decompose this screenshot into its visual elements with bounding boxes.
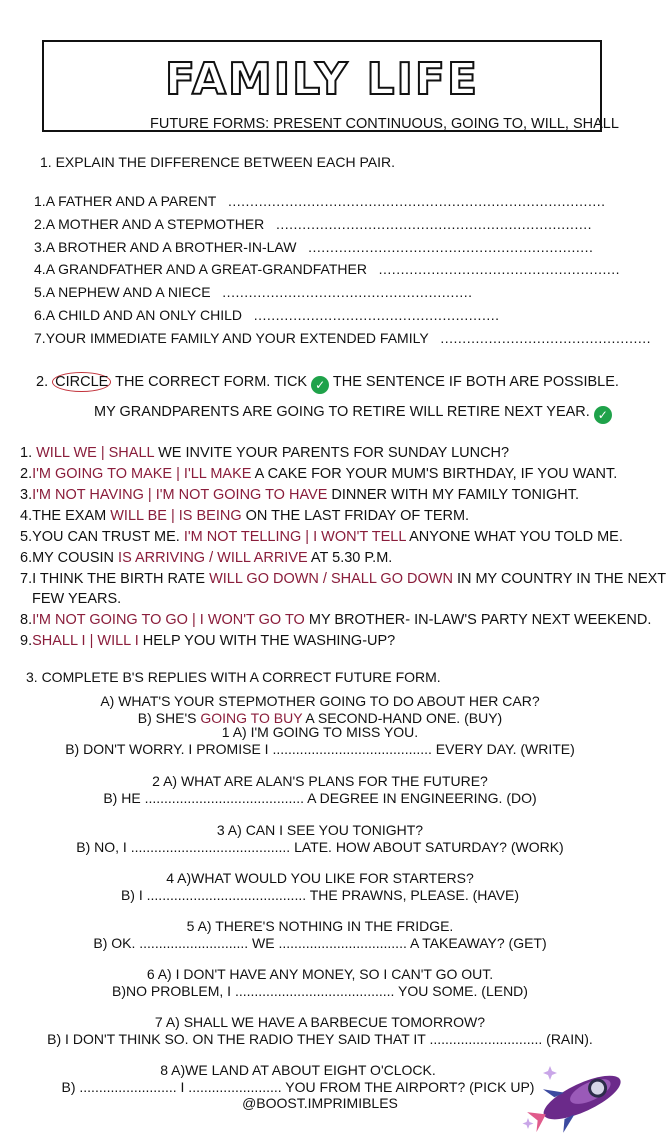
list-item — [34, 329, 651, 347]
question-a: 4 A)WHAT WOULD YOU LIKE FOR STARTERS? — [166, 870, 474, 886]
item-text: A NEPHEW AND A NIECE — [45, 284, 211, 301]
dialogue-item — [0, 773, 640, 807]
exercise-sentence — [20, 549, 392, 567]
list-item — [34, 238, 593, 256]
section2-number: 2. — [36, 374, 49, 390]
reply-b: B) DON'T WORRY. I PROMISE I ......................................... EVERY DAY. (WRITE) — [65, 741, 575, 757]
section1-heading: 1. EXPLAIN THE DIFFERENCE BETWEEN EACH PAIR. — [40, 154, 395, 170]
rocket-icon — [520, 1048, 640, 1138]
sentence-end: IN MY COUNTRY IN THE NEXT — [452, 571, 666, 587]
dialogue-item — [0, 822, 640, 856]
sentence-end: WE INVITE YOUR PARENTS FOR SUNDAY LUNCH? — [154, 445, 510, 461]
section2-example — [94, 403, 612, 424]
item-number: 7. — [20, 571, 33, 587]
example-sentence: MY GRANDPARENTS ARE GOING TO RETIRE WILL RETIRE NEXT YEAR. — [94, 404, 590, 420]
question-a: 1 A) I'M GOING TO MISS YOU. — [221, 724, 419, 740]
exercise-sentence — [20, 528, 623, 546]
item-number: 5. — [20, 529, 33, 545]
item-number: 4. — [20, 508, 33, 524]
item-text: A GRANDFATHER AND A GREAT-GRANDFATHER — [45, 261, 367, 278]
exercise-sentence — [32, 590, 121, 608]
exercise-sentence — [20, 570, 666, 588]
section3-heading: 3. COMPLETE B'S REPLIES WITH A CORRECT FUTURE FORM. — [26, 669, 441, 685]
check-icon: ✓ — [311, 376, 329, 394]
dialogue-item — [0, 724, 640, 758]
item-number: 3. — [20, 487, 33, 503]
answer-options: SHALL I | WILL I — [32, 633, 139, 649]
exercise-sentence — [20, 486, 579, 504]
question-a: 3 A) CAN I SEE YOU TONIGHT? — [216, 822, 424, 838]
reply-b: B) I ......................................... THE PRAWNS, PLEASE. (HAVE) — [120, 887, 520, 903]
item-number: 5. — [34, 284, 46, 301]
section2-heading — [36, 372, 619, 394]
item-number: 1. — [20, 445, 33, 461]
item-text: YOUR IMMEDIATE FAMILY AND YOUR EXTENDED FAMILY — [45, 329, 429, 346]
answer-options: I'M NOT HAVING | I'M NOT GOING TO HAVE — [32, 487, 328, 503]
dialogue-item — [0, 1014, 640, 1048]
list-item — [34, 283, 473, 301]
item-number: 8. — [20, 612, 33, 628]
reply-b: B) NO, I ......................................... LATE. HOW ABOUT SATURDAY? (WORK) — [76, 839, 564, 855]
item-text: A CHILD AND AN ONLY CHILD — [45, 307, 243, 323]
section2-heading-end: THE SENTENCE IF BOTH ARE POSSIBLE. — [332, 374, 619, 390]
question-a: 7 A) SHALL WE HAVE A BARBECUE TOMORROW? — [154, 1014, 486, 1030]
question-a: 2 A) WHAT ARE ALAN'S PLANS FOR THE FUTURE? — [152, 773, 488, 789]
answer-options: IS ARRIVING / WILL ARRIVE — [118, 550, 308, 566]
sentence-end: ON THE LAST FRIDAY OF TERM. — [241, 508, 470, 524]
answer-blank: ........................................................................ — [275, 215, 593, 232]
answer-options: WILL WE | SHALL — [36, 445, 155, 461]
answer-blank: ......................................................... — [222, 284, 473, 301]
example-answer-pre: B) SHE'S — [137, 710, 201, 726]
answer-blank: ....................................................... — [378, 261, 621, 278]
item-text: A MOTHER AND A STEPMOTHER — [45, 215, 265, 232]
item-number: 3. — [34, 238, 46, 255]
item-number: 2. — [34, 215, 46, 232]
question-a: 6 A) I DON'T HAVE ANY MONEY, SO I CAN'T GO OUT. — [146, 966, 494, 982]
footer-handle: @BOOST.IMPRIMIBLES — [242, 1095, 398, 1111]
exercise-sentence — [20, 507, 469, 525]
list-item — [34, 215, 592, 233]
item-text: A FATHER AND A PARENT — [45, 193, 217, 209]
answer-blank: ........................................................ — [253, 307, 500, 323]
answer-options: I'M NOT GOING TO GO | I WON'T GO TO — [32, 612, 305, 628]
section3-example — [0, 693, 640, 727]
exercise-sentence — [20, 632, 395, 650]
list-item — [34, 306, 500, 324]
exercise-sentence — [20, 444, 509, 462]
example-question: A) WHAT'S YOUR STEPMOTHER GOING TO DO ABOUT HER CAR? — [100, 693, 540, 709]
sentence-start: THE EXAM — [32, 508, 111, 524]
reply-b: B) OK. ............................ WE ................................. A TAKEAWAY? (GET) — [93, 935, 547, 951]
reply-b: B)NO PROBLEM, I ......................................... YOU SOME. (LEND) — [112, 983, 528, 999]
sentence-end: A CAKE FOR YOUR MUM'S BIRTHDAY, IF YOU WANT. — [251, 466, 618, 482]
list-item — [34, 260, 620, 278]
item-number: 6. — [20, 550, 33, 566]
item-number: 1. — [34, 193, 46, 209]
item-text: A BROTHER AND A BROTHER-IN-LAW — [45, 238, 297, 255]
sentence-start: I THINK THE BIRTH RATE — [32, 571, 210, 587]
circle-word: CIRCLE — [52, 372, 111, 392]
sentence-end: AT 5.30 P.M. — [307, 550, 393, 566]
dialogue-item — [0, 966, 640, 1000]
sentence-end: MY BROTHER- IN-LAW'S PARTY NEXT WEEKEND. — [304, 612, 652, 628]
answer-options: I'M GOING TO MAKE | I'LL MAKE — [32, 466, 252, 482]
item-number: 6. — [34, 307, 46, 323]
dialogue-item — [0, 918, 640, 952]
answer-options: I'M NOT TELLING | I WON'T TELL — [183, 529, 406, 545]
sentence-start: FEW YEARS. — [32, 591, 122, 607]
reply-b: B) ......................... I ........................ YOU FROM THE AIRPORT? (PICK UP) — [61, 1079, 535, 1095]
reply-b: B) HE ......................................... A DEGREE IN ENGINEERING. (DO) — [103, 790, 537, 806]
sentence-start: YOU CAN TRUST ME. — [32, 529, 184, 545]
answer-blank: ................................................ — [440, 329, 652, 346]
answer-options: WILL GO DOWN / SHALL GO DOWN — [209, 571, 453, 587]
reply-b: B) I DON'T THINK SO. ON THE RADIO THEY SAID THAT IT ............................. (RAIN). — [47, 1031, 593, 1047]
sentence-end: ANYONE WHAT YOU TOLD ME. — [405, 529, 623, 545]
item-number: 9. — [20, 633, 33, 649]
exercise-sentence — [20, 611, 651, 629]
sentence-end: DINNER WITH MY FAMILY TONIGHT. — [327, 487, 580, 503]
item-number: 4. — [34, 261, 46, 278]
page-subtitle: FUTURE FORMS: PRESENT CONTINUOUS, GOING TO, WILL, SHALL — [150, 116, 619, 132]
item-number: 2. — [20, 466, 33, 482]
page-title: FAMILY LIFE — [164, 54, 480, 105]
sentence-start: MY COUSIN — [32, 550, 119, 566]
answer-blank: ................................................................. — [308, 238, 594, 255]
list-item — [34, 192, 606, 210]
check-icon: ✓ — [594, 406, 612, 424]
question-a: 8 A)WE LAND AT ABOUT EIGHT O'CLOCK. — [160, 1062, 436, 1078]
title-box — [42, 40, 619, 132]
section2-heading-mid: THE CORRECT FORM. TICK — [115, 374, 308, 390]
answer-options: WILL BE | IS BEING — [110, 508, 242, 524]
exercise-sentence — [20, 465, 617, 483]
item-number: 7. — [34, 329, 46, 346]
sentence-end: HELP YOU WITH THE WASHING-UP? — [138, 633, 396, 649]
answer-blank: ...................................................................................... — [228, 193, 606, 209]
example-answer-post: A SECOND-HAND ONE. (BUY) — [302, 710, 503, 726]
dialogue-item — [0, 870, 640, 904]
example-answer-red: GOING TO BUY — [200, 710, 303, 726]
question-a: 5 A) THERE'S NOTHING IN THE FRIDGE. — [186, 918, 454, 934]
